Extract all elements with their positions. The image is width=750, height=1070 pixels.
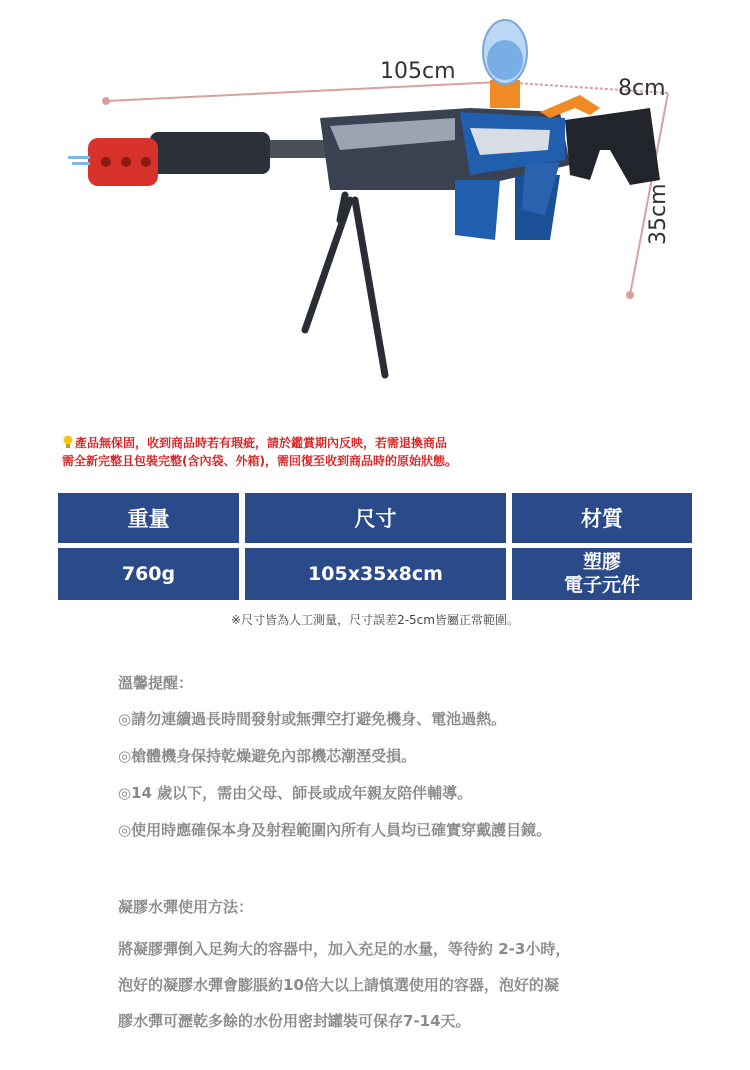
material-value: [512, 548, 692, 600]
bipod: [305, 195, 385, 375]
material-plastic: 塑膠: [582, 551, 621, 573]
spec-header-row: [58, 493, 692, 543]
weight-header: 重量: [58, 493, 239, 543]
product-image: [0, 0, 750, 420]
usage-line: 泡好的凝膠水彈會膨脹約10倍大以上請慎選使用的容器，泡好的凝: [118, 976, 559, 994]
height-label: 35cm: [646, 183, 671, 245]
tip-item: ◎請勿連續過長時間發射或無彈空打避免機身、電池過熱。: [118, 710, 507, 728]
tip-item: ◎槍體機身保持乾燥避免內部機芯潮溼受損。: [118, 747, 417, 765]
gun-body: [320, 20, 660, 240]
size-value: 105x35x8cm: [245, 548, 506, 600]
usage-section: [118, 896, 718, 1039]
material-electronics: 電子元件: [563, 574, 640, 596]
tip-item: ◎使用時應確保本身及射程範圍內所有人員均已確實穿戴護目鏡。: [118, 821, 552, 839]
notice-line-2: 需全新完整且包裝完整(含內袋、外箱)，需回復至收到商品時的原始狀態。: [62, 454, 457, 468]
length-label: 105cm: [380, 59, 456, 84]
measurement-note: ※尺寸皆為人工測量，尺寸誤差2-5cm皆屬正常範圍。: [231, 613, 519, 627]
usage-line: 將凝膠彈倒入足夠大的容器中，加入充足的水量，等待約 2-3小時，: [118, 940, 571, 958]
warranty-notice: [62, 434, 702, 470]
size-header: 尺寸: [245, 493, 506, 543]
barrel: [68, 132, 338, 186]
tip-item: ◎14 歲以下，需由父母、師長或成年親友陪伴輔導。: [118, 784, 473, 802]
width-label: 8cm: [618, 76, 666, 101]
usage-title: 凝膠水彈使用方法：: [118, 898, 254, 916]
spec-value-row: [58, 548, 692, 600]
warm-reminder-section: [118, 672, 718, 855]
spec-table: [58, 493, 692, 605]
notice-line-1: 產品無保固，收到商品時若有瑕疵，請於鑑賞期內反映，若需退換商品: [75, 436, 448, 450]
tips-title: 溫馨提醒：: [118, 674, 194, 692]
lightbulb-icon: [62, 435, 74, 449]
material-header: 材質: [512, 493, 692, 543]
weight-value: 760g: [58, 548, 239, 600]
usage-line: 膠水彈可瀝乾多餘的水份用密封罐裝可保存7-14天。: [118, 1012, 471, 1030]
